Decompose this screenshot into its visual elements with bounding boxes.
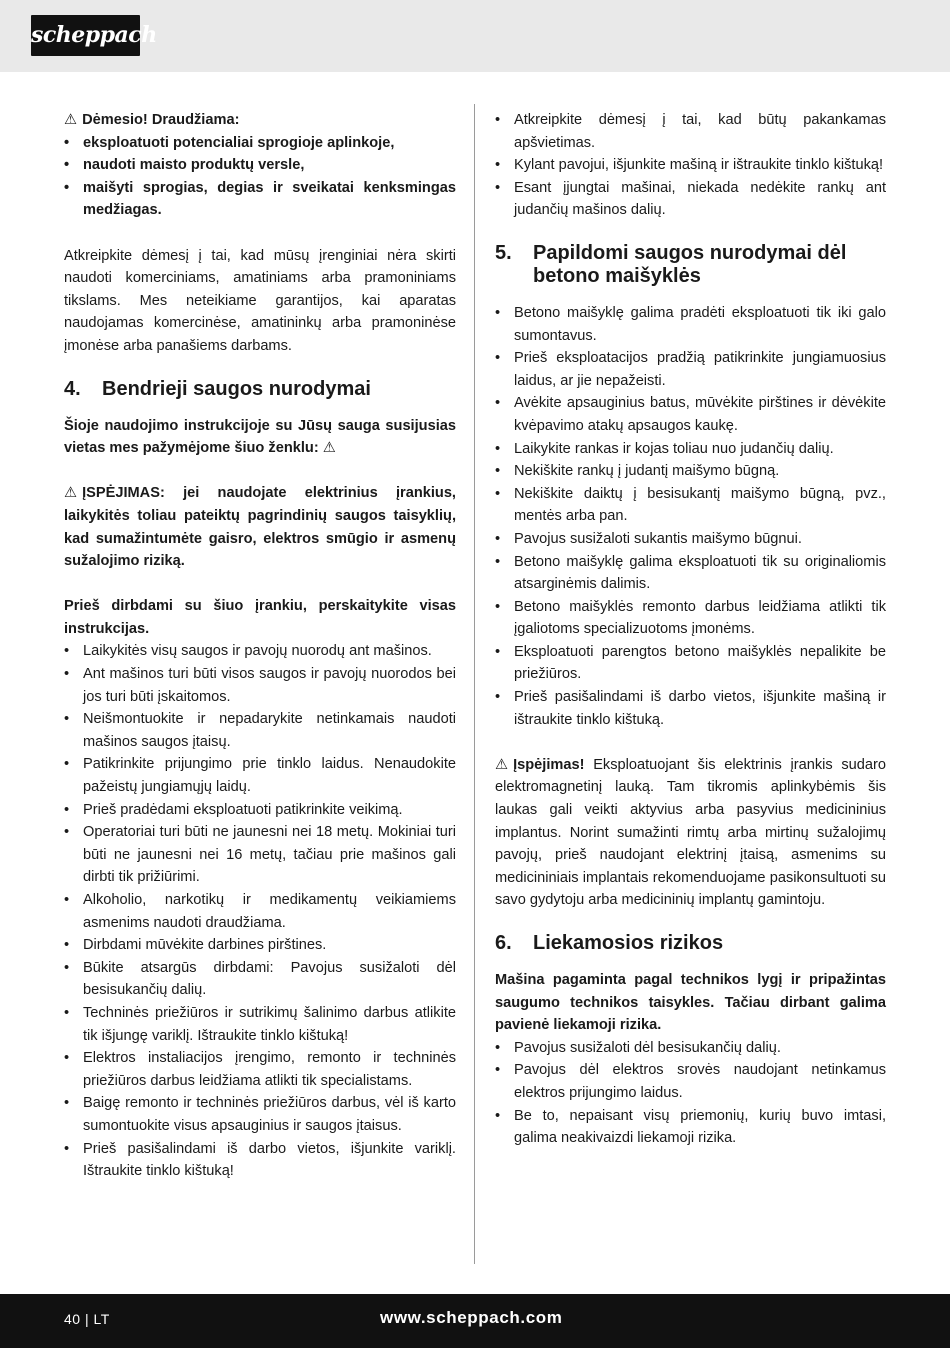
list-item: • Prieš pasišalindami iš darbo vietos, išjunkite mašiną ir ištraukite tinklo kištuką. xyxy=(495,686,886,731)
list-item: • Ant mašinos turi būti visos saugos ir pavojų nuorodos bei jos turi būti įskaitomos. xyxy=(64,663,456,708)
residual-risks-list xyxy=(495,1037,886,1150)
section-title: Liekamosios rizikos xyxy=(533,932,724,954)
list-item: • maišyti sprogias, degias ir sveikatai kenksmingas medžiagas. xyxy=(64,177,456,222)
emf-warning xyxy=(495,754,886,912)
list-item: • eksploatuoti potencialiai sprogioje aplinkoje, xyxy=(64,132,456,155)
right-column xyxy=(495,109,886,1150)
list-item: • Betono maišyklės remonto darbus leidžiama atlikti tik įgaliotoms specializuotoms įmonėms. xyxy=(495,596,886,641)
section-heading-6 xyxy=(495,932,886,955)
general-rules-list-continued xyxy=(495,109,886,222)
section-number: 4. xyxy=(64,377,81,400)
list-item: • Atkreipkite dėmesį į tai, kad būtų pakankamas apšvietimas. xyxy=(495,109,886,154)
section-number: 5. xyxy=(495,241,512,264)
list-item: • Prieš eksploatacijos pradžią patikrinkite jungiamuosius laidus, ar jie nepažeisti. xyxy=(495,347,886,392)
warning-icon: ⚠ xyxy=(64,112,78,128)
symbol-note-text: Šioje naudojimo instrukcijoje su Jūsų sauga susijusias vietas mes pažymėjome šiuo ženklu: xyxy=(64,417,456,457)
list-item: • Esant įjungtai mašinai, niekada nedėkite rankų ant judančių mašinos dalių. xyxy=(495,177,886,222)
general-warning-text: ĮSPĖJIMAS: jei naudojate elektrinius įrankius, laikykitės toliau pateiktų pagrindinių saugos taisyklių, kad sumažintumėte gaisro, elektros smūgio ir asmenų sužalojimo riziką. xyxy=(64,485,456,570)
list-item: • Pavojus dėl elektros srovės naudojant netinkamus elektros prijungimo laidus. xyxy=(495,1059,886,1104)
list-item: • Prieš pradėdami eksploatuoti patikrinkite veikimą. xyxy=(64,799,456,822)
list-item: • Dirbdami mūvėkite darbines pirštines. xyxy=(64,934,456,957)
website-link[interactable]: www.scheppach.com xyxy=(380,1308,563,1327)
scheppach-logo: scheppach xyxy=(31,15,140,56)
emf-warning-text: Eksploatuojant šis elektrinis įrankis sudaro elektromagnetinį lauką. Tam tikromis aplinkybėmis šis laukas gali veikti aktyvius arba pasyvius medicininius implantus. Norint sumažinti rimtų arba mirtinų sužalojimų pavojų, prieš naudojant elektrinį įtaisą, asmenims su medicininiais implantais rekomenduojame pasikonsultuoti su savo gydytoju arba medicininių implantų gamintoju. xyxy=(495,756,886,909)
list-item: • Betono maišyklę galima eksploatuoti tik su originaliomis atsarginėmis dalimis. xyxy=(495,551,886,596)
general-warning xyxy=(64,482,456,572)
section-number: 6. xyxy=(495,932,512,954)
mixer-rules-list xyxy=(495,302,886,731)
list-item: • Būkite atsargūs dirbdami: Pavojus susižaloti dėl besisukančių dalių. xyxy=(64,957,456,1002)
page-number: 40 | LT xyxy=(64,1311,110,1327)
commercial-note: Atkreipkite dėmesį į tai, kad mūsų įrenginiai nėra skirti naudoti komerciniams, amatiniams arba pramoniniams tikslams. Mes neteikiame garantijos, kai aparatas naudojamas komercinėse, amatininkų arba pramoninėse įmonėse arba panašiems darbams. xyxy=(64,247,456,354)
list-item: • Elektros instaliacijos įrengimo, remonto ir techninės priežiūros darbus leidžiama atlikti tik specialistams. xyxy=(64,1047,456,1092)
emf-warning-label: Įspėjimas! xyxy=(513,756,585,773)
list-item: • Operatoriai turi būti ne jaunesni nei 18 metų. Mokiniai turi būti ne jaunesni nei 16 metų, tačiau prie mašinos gali dirbti tik prižiūrimi. xyxy=(64,821,456,889)
attention-heading xyxy=(64,109,456,132)
residual-intro: Mašina pagaminta pagal technikos lygį ir pripažintas saugumo technikos taisykles. Tačiau dirbant galima pavienė liekamoji rizika. xyxy=(495,972,886,1034)
list-item: • Laikykite rankas ir kojas toliau nuo judančių dalių. xyxy=(495,438,886,461)
list-item: • Pavojus susižaloti dėl besisukančių dalių. xyxy=(495,1037,886,1060)
section-title: Bendrieji saugos nurodymai xyxy=(102,377,371,400)
list-item: • Betono maišyklę galima pradėti eksploatuoti tik iki galo sumontavus. xyxy=(495,302,886,347)
read-instructions-note: Prieš dirbdami su šiuo įrankiu, perskaitykite visas instrukcijas. xyxy=(64,598,456,637)
list-item: • Nekiškite rankų į judantį maišymo būgną. xyxy=(495,460,886,483)
list-item: • Nekiškite daiktų į besisukantį maišymo būgną, pvz., mentės arba pan. xyxy=(495,483,886,528)
list-item: • Alkoholio, narkotikų ir medikamentų veikiamiems asmenims naudoti draudžiama. xyxy=(64,889,456,934)
symbol-note xyxy=(64,415,456,460)
column-divider xyxy=(474,104,475,1264)
list-item: • Kylant pavojui, išjunkite mašiną ir ištraukite tinklo kištuką! xyxy=(495,154,886,177)
left-column xyxy=(64,109,456,1183)
list-item: • Techninės priežiūros ir sutrikimų šalinimo darbus atlikite tik išjungę variklį. Ištraukite tinklo kištuką! xyxy=(64,1002,456,1047)
warning-icon: ⚠ xyxy=(322,440,336,457)
prohibited-list xyxy=(64,132,456,222)
list-item: • Laikykitės visų saugos ir pavojų nuorodų ant mašinos. xyxy=(64,640,456,663)
section-heading-5 xyxy=(495,242,886,288)
warning-icon: ⚠ xyxy=(495,756,509,773)
list-item: • Avėkite apsauginius batus, mūvėkite pirštines ir dėvėkite kvėpavimo atakų apsaugos kaukę. xyxy=(495,392,886,437)
list-item: • Be to, nepaisant visų priemonių, kurių buvo imtasi, galima neakivaizdi liekamoji rizika. xyxy=(495,1105,886,1150)
list-item: • Patikrinkite prijungimo prie tinklo laidus. Nenaudokite pažeistų jungiamųjų laidų. xyxy=(64,753,456,798)
page-header xyxy=(0,0,950,72)
list-item: • Baigę remonto ir techninės priežiūros darbus, vėl iš karto sumontuokite visus apsauginius ir saugos įtaisus. xyxy=(64,1092,456,1137)
section-heading-4 xyxy=(64,378,456,401)
list-item: • Pavojus susižaloti sukantis maišymo būgnui. xyxy=(495,528,886,551)
list-item: • Eksploatuoti parengtos betono maišyklės nepalikite be priežiūros. xyxy=(495,641,886,686)
list-item: • Prieš pasišalindami iš darbo vietos, išjunkite variklį. Ištraukite tinklo kištuką! xyxy=(64,1138,456,1183)
attention-title: Dėmesio! Draudžiama: xyxy=(82,112,240,128)
general-rules-list xyxy=(64,640,456,1182)
list-item: • naudoti maisto produktų versle, xyxy=(64,154,456,177)
list-item: • Neišmontuokite ir nepadarykite netinkamais naudoti mašinos saugos įtaisų. xyxy=(64,708,456,753)
warning-icon: ⚠ xyxy=(64,485,78,502)
section-title: Papildomi saugos nurodymai dėl betono maišyklės xyxy=(533,241,847,287)
page-footer xyxy=(0,1294,950,1348)
